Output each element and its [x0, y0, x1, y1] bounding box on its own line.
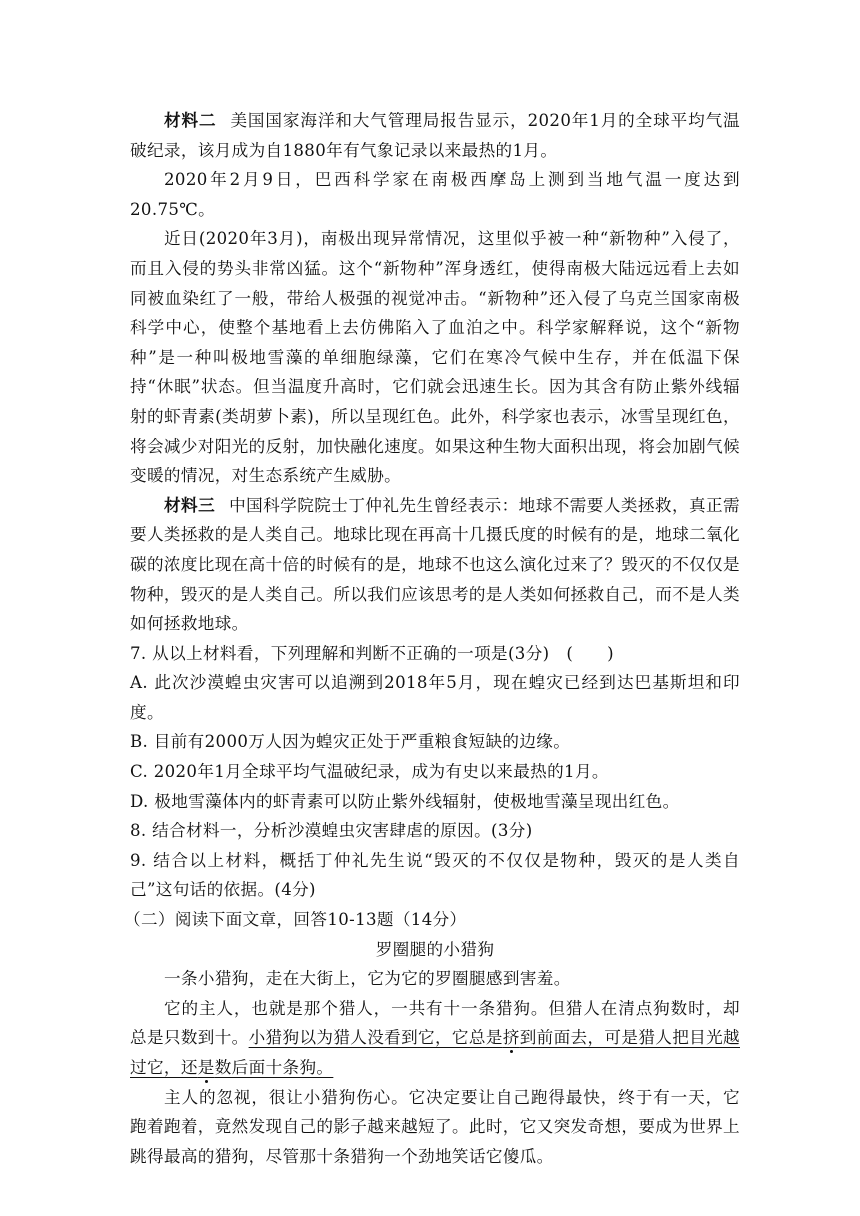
article-paragraph-3: 主人的忽视，很让小猎狗伤心。它决定要让自己跑得最快，终于有一天，它跑着跑着，竟然发现自己的影子越来越短了。此时，它又突发奇想，要成为世界上跳得最高的猎狗，尽管那十条猎狗一个劲地笑话它傻瓜。 [130, 1087, 740, 1166]
underlined-part-a: 小猎狗以为猎人没看到它，它总是 [248, 1028, 503, 1048]
material2-heading: 材料二 [164, 110, 217, 130]
material2-paragraph-2: 2020年2月9日，巴西科学家在南极西摩岛上测到当地气温一度达到20.75℃。 [130, 170, 740, 219]
article-paragraph-2-text: 它的主人，也就是那个猎人，一共有十一条猎狗。但猎人在清点狗数时，却总是只数到十。 [130, 998, 740, 1048]
document-page [124, 106, 740, 1171]
material2-paragraph-3: 近日(2020年3月)，南极出现异常情况，这里似乎被一种“新物种”入侵了，而且入侵的势头非常凶猛。这个“新物种”浑身透红，使得南极大陆远远看上去如同被血染红了一般，带给人极强的视觉冲击。“新物种”还入侵了乌克兰国家南极科学中心，使整个基地看上去仿佛陷入了血泊之中。科学家解释说，这个“新物种”是一种叫极地雪藻的单细胞绿藻，它们在寒冷气候中生存，并在低温下保持“休眠”状态。但当温度升高时，它们就会迅速生长。因为其含有防止紫外线辐射的虾青素(类胡萝卜素)，所以呈现红色。此外，科学家也表示，冰雪呈现红色，将会减少对阳光的反射，加快融化速度。如果这种生物大面积出现，将会加剧气候变暖的情况，对生态系统产生威胁。 [130, 229, 740, 486]
article-paragraph-1: 一条小猎狗，走在大街上，它为它的罗圈腿感到害羞。 [164, 969, 571, 989]
dotted-char-ji: 挤 [502, 1028, 520, 1048]
section-2-header: （二）阅读下面文章，回答10-13题（14分） [124, 910, 467, 930]
question-7: 7. 从以上材料看，下列理解和判断不正确的一项是(3分) ( ) [130, 643, 614, 663]
question-7-option-d: D. 极地雪藻体内的虾青素可以防止紫外线辐射，使极地雪藻呈现出红色。 [130, 791, 680, 811]
question-7-option-b: B. 目前有2000万人因为蝗灾正处于严重粮食短缺的边缘。 [130, 732, 571, 752]
material3-text: 中国科学院院士丁仲礼先生曾经表示：地球不需要人类拯救，真正需要人类拯救的是人类自己。地球比现在再高十几摄氏度的时候有的是，地球二氧化碳的浓度比现在高十倍的时候有的是，地球不也这么演化过来了？毁灭的不仅仅是物种，毁灭的是人类自己。所以我们应该思考的是人类如何拯救自己，而不是人类如何拯救地球。 [130, 495, 740, 634]
dotted-char-shi: 是 [197, 1058, 215, 1077]
material3-paragraph [130, 491, 740, 639]
question-9: 9. 结合以上材料，概括丁仲礼先生说“毁灭的不仅仅是物种，毁灭的是人类自己”这句话的依据。(4分) [130, 850, 740, 900]
material3-heading: 材料三 [164, 494, 216, 515]
underlined-part-b: 到前面去，可是猎人把目光越过它，还 [130, 1028, 740, 1077]
material2-paragraph [130, 106, 740, 165]
question-7-option-a: A. 此次沙漠蝗虫灾害可以追溯到2018年5月，现在蝗灾已经到达巴基斯坦和印度。 [130, 673, 740, 722]
underlined-part-c: 数后面十条狗。 [214, 1058, 334, 1077]
question-8: 8. 结合材料一，分析沙漠蝗虫灾害肆虐的原因。(3分) [130, 821, 533, 841]
material2-text: 美国国家海洋和大气管理局报告显示，2020年1月的全球平均气温破纪录，该月成为自1880年有气象记录以来最热的1月。 [130, 111, 740, 160]
article-title: 罗圈腿的小猎狗 [375, 939, 495, 959]
article-paragraph-2 [130, 994, 740, 1083]
question-7-option-c: C. 2020年1月全球平均气温破纪录，成为有史以来最热的1月。 [130, 762, 609, 782]
